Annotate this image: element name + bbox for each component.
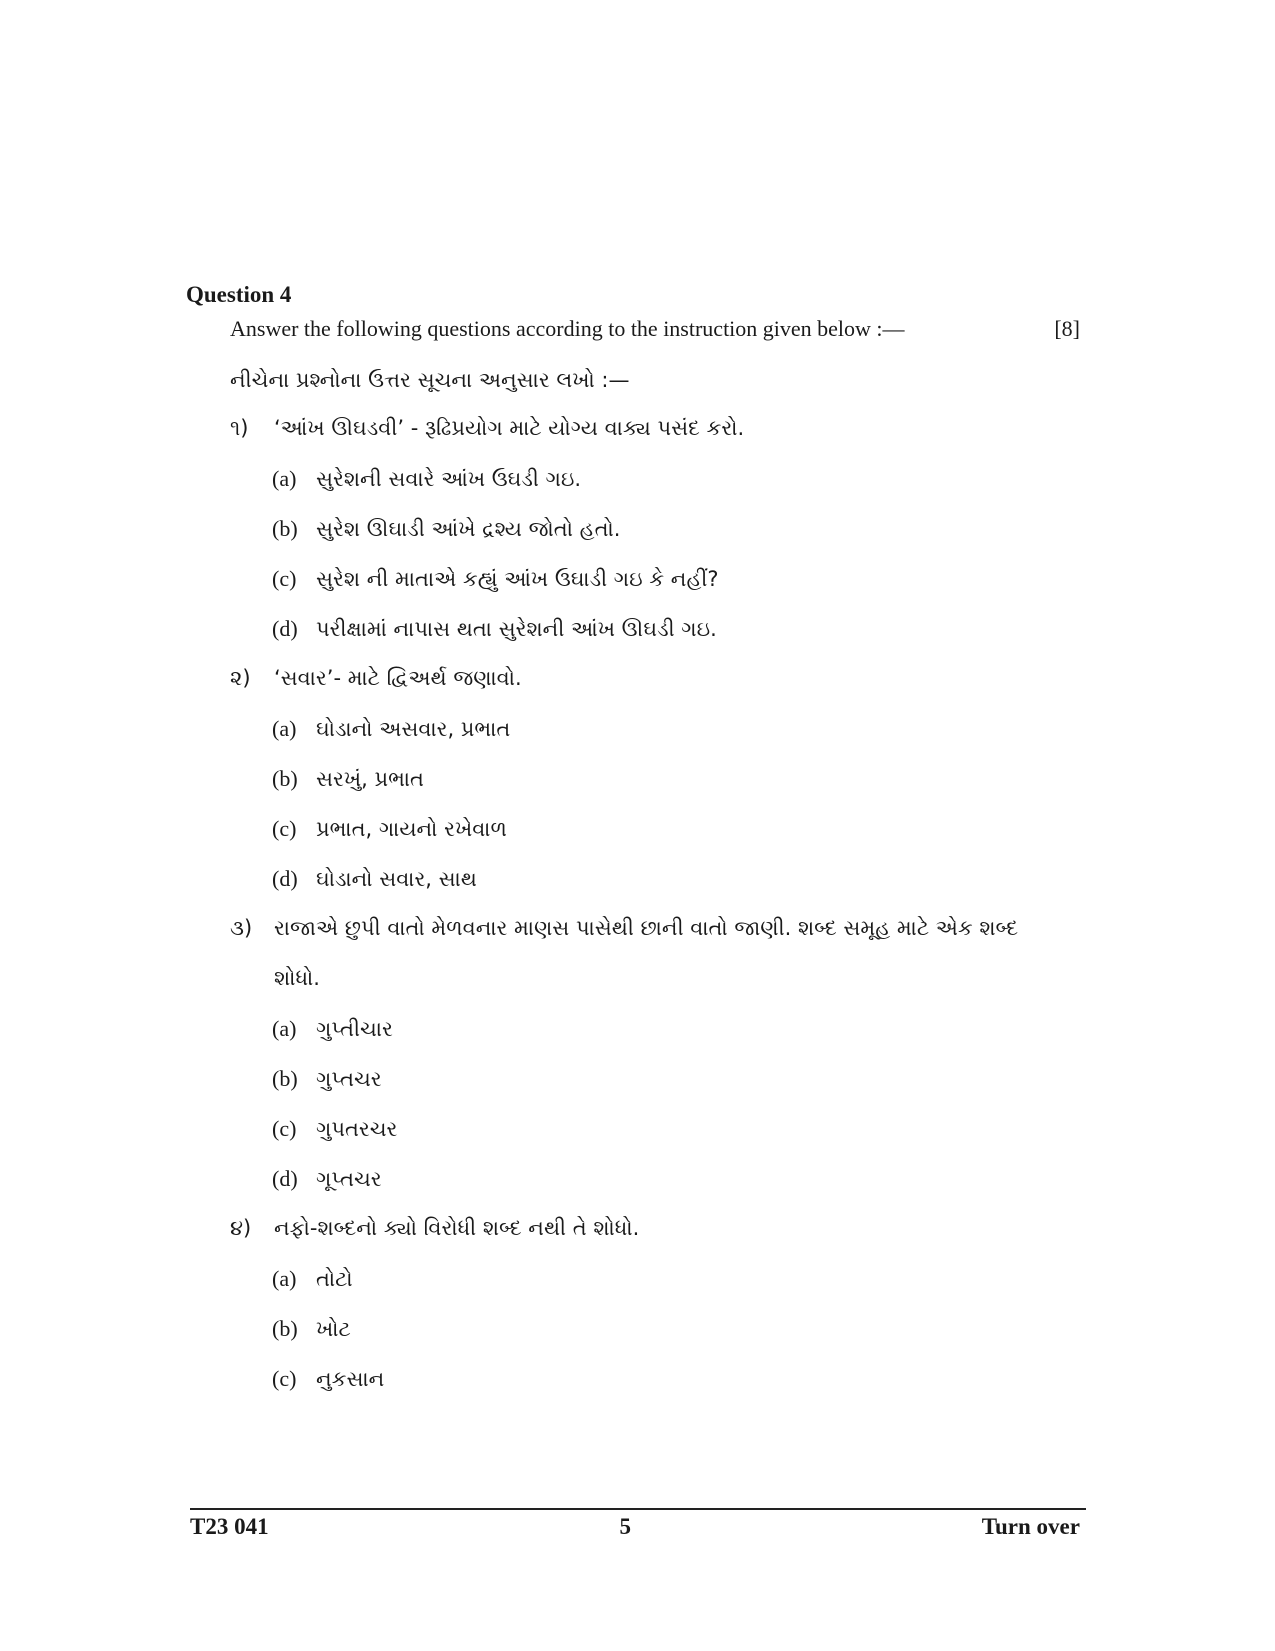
option-letter: (d)	[272, 1166, 298, 1191]
option-letter: (d)	[272, 616, 298, 641]
paper-code: T23 041	[190, 1514, 269, 1539]
option	[272, 566, 719, 592]
sub-question-number: ૩)	[230, 916, 253, 940]
option-text: ગુપ્તીચાર	[316, 1017, 393, 1041]
option-letter: (a)	[272, 1266, 297, 1291]
option-letter: (b)	[272, 516, 298, 541]
sub-question-2	[230, 666, 522, 691]
option	[272, 1266, 353, 1292]
option-text: ગુપતરચર	[316, 1117, 398, 1141]
page-footer	[190, 1514, 1080, 1540]
sub-question-1	[230, 416, 744, 441]
sub-question-text: રાજાએ છુપી વાતો મેળવનાર માણસ પાસેથી છાની વાતો જાણી. શબ્દ સમૂહ માટે એક શબ્દ	[274, 916, 1019, 940]
option	[272, 1166, 382, 1192]
question-heading: Question 4	[186, 282, 292, 307]
option-letter: (a)	[272, 716, 297, 741]
option	[272, 1066, 382, 1092]
option-letter: (b)	[272, 1066, 298, 1091]
option-letter: (a)	[272, 1016, 297, 1041]
sub-question-3	[230, 916, 1018, 941]
option-letter: (c)	[272, 566, 297, 591]
instruction-text: Answer the following questions according to the instruction given below :—	[230, 316, 905, 341]
option-letter: (c)	[272, 816, 297, 841]
sub-question-3-continued	[274, 966, 320, 991]
option-text: ઘોડાનો અસવાર, પ્રભાત	[316, 717, 511, 741]
option	[272, 1366, 384, 1392]
option	[272, 1116, 397, 1142]
option-letter: (c)	[272, 1366, 297, 1391]
option-letter: (b)	[272, 766, 298, 791]
option-text: સરખું, પ્રભાત	[316, 767, 424, 791]
sub-question-text: નફો-શબ્દનો ક્યો વિરોધી શબ્દ નથી તે શોધો.	[274, 1216, 640, 1240]
option-text: તોટો	[316, 1267, 353, 1291]
sub-question-text: ‘સવાર’- માટે દ્વિઅર્થ જણાવો.	[274, 666, 522, 690]
option	[272, 516, 620, 542]
sub-question-text-continued: શોધો.	[274, 966, 320, 990]
sub-question-number: ૪)	[230, 1216, 252, 1240]
option-text: નુકસાન	[316, 1367, 385, 1391]
option-letter: (b)	[272, 1316, 298, 1341]
option	[272, 866, 477, 892]
option-text: સુરેશ ઊઘાડી આંખે દ્રશ્ય જોતો હતો.	[316, 517, 621, 541]
option	[272, 816, 507, 842]
option	[272, 616, 717, 642]
footer-rule	[190, 1508, 1086, 1510]
turn-over-note: Turn over	[981, 1514, 1080, 1539]
option-letter: (a)	[272, 466, 297, 491]
sub-question-text: ‘આંખ ઊઘડવી’ - રૂઢિપ્રયોગ માટે યોગ્ય વાક્ય પસંદ કરો.	[274, 416, 745, 440]
sub-question-number: ૨)	[230, 666, 251, 690]
option-letter: (c)	[272, 1116, 297, 1141]
option-text: સુરેશ ની માતાએ કહ્યું આંખ ઉઘાડી ગઇ કે નહીં?	[316, 567, 719, 591]
option-text: ખોટ	[316, 1317, 351, 1341]
instruction-row	[230, 316, 1080, 342]
option-text: ઘોડાનો સવાર, સાથ	[316, 867, 477, 891]
page-number: 5	[619, 1514, 631, 1539]
option	[272, 1016, 393, 1042]
option	[272, 466, 581, 492]
option-text: સુરેશની સવારે આંખ ઉઘડી ગઇ.	[316, 467, 582, 491]
marks: [8]	[1054, 316, 1080, 341]
sub-question-4	[230, 1216, 639, 1241]
sub-question-number: ૧)	[230, 416, 249, 440]
option	[272, 766, 424, 792]
option-text: પ્રભાત, ગાયનો રખેવાળ	[316, 817, 507, 841]
option-letter: (d)	[272, 866, 298, 891]
option	[272, 716, 510, 742]
option	[272, 1316, 351, 1342]
option-text: ગુપ્તચર	[316, 1067, 382, 1091]
option-text: ગૂપ્તચર	[316, 1167, 382, 1191]
gujarati-instruction: નીચેના પ્રશ્નોના ઉત્તર સૂચના અનુસાર લખો :—	[230, 368, 630, 392]
option-text: પરીક્ષામાં નાપાસ થતા સુરેશની આંખ ઊઘડી ગઇ.	[316, 617, 717, 641]
